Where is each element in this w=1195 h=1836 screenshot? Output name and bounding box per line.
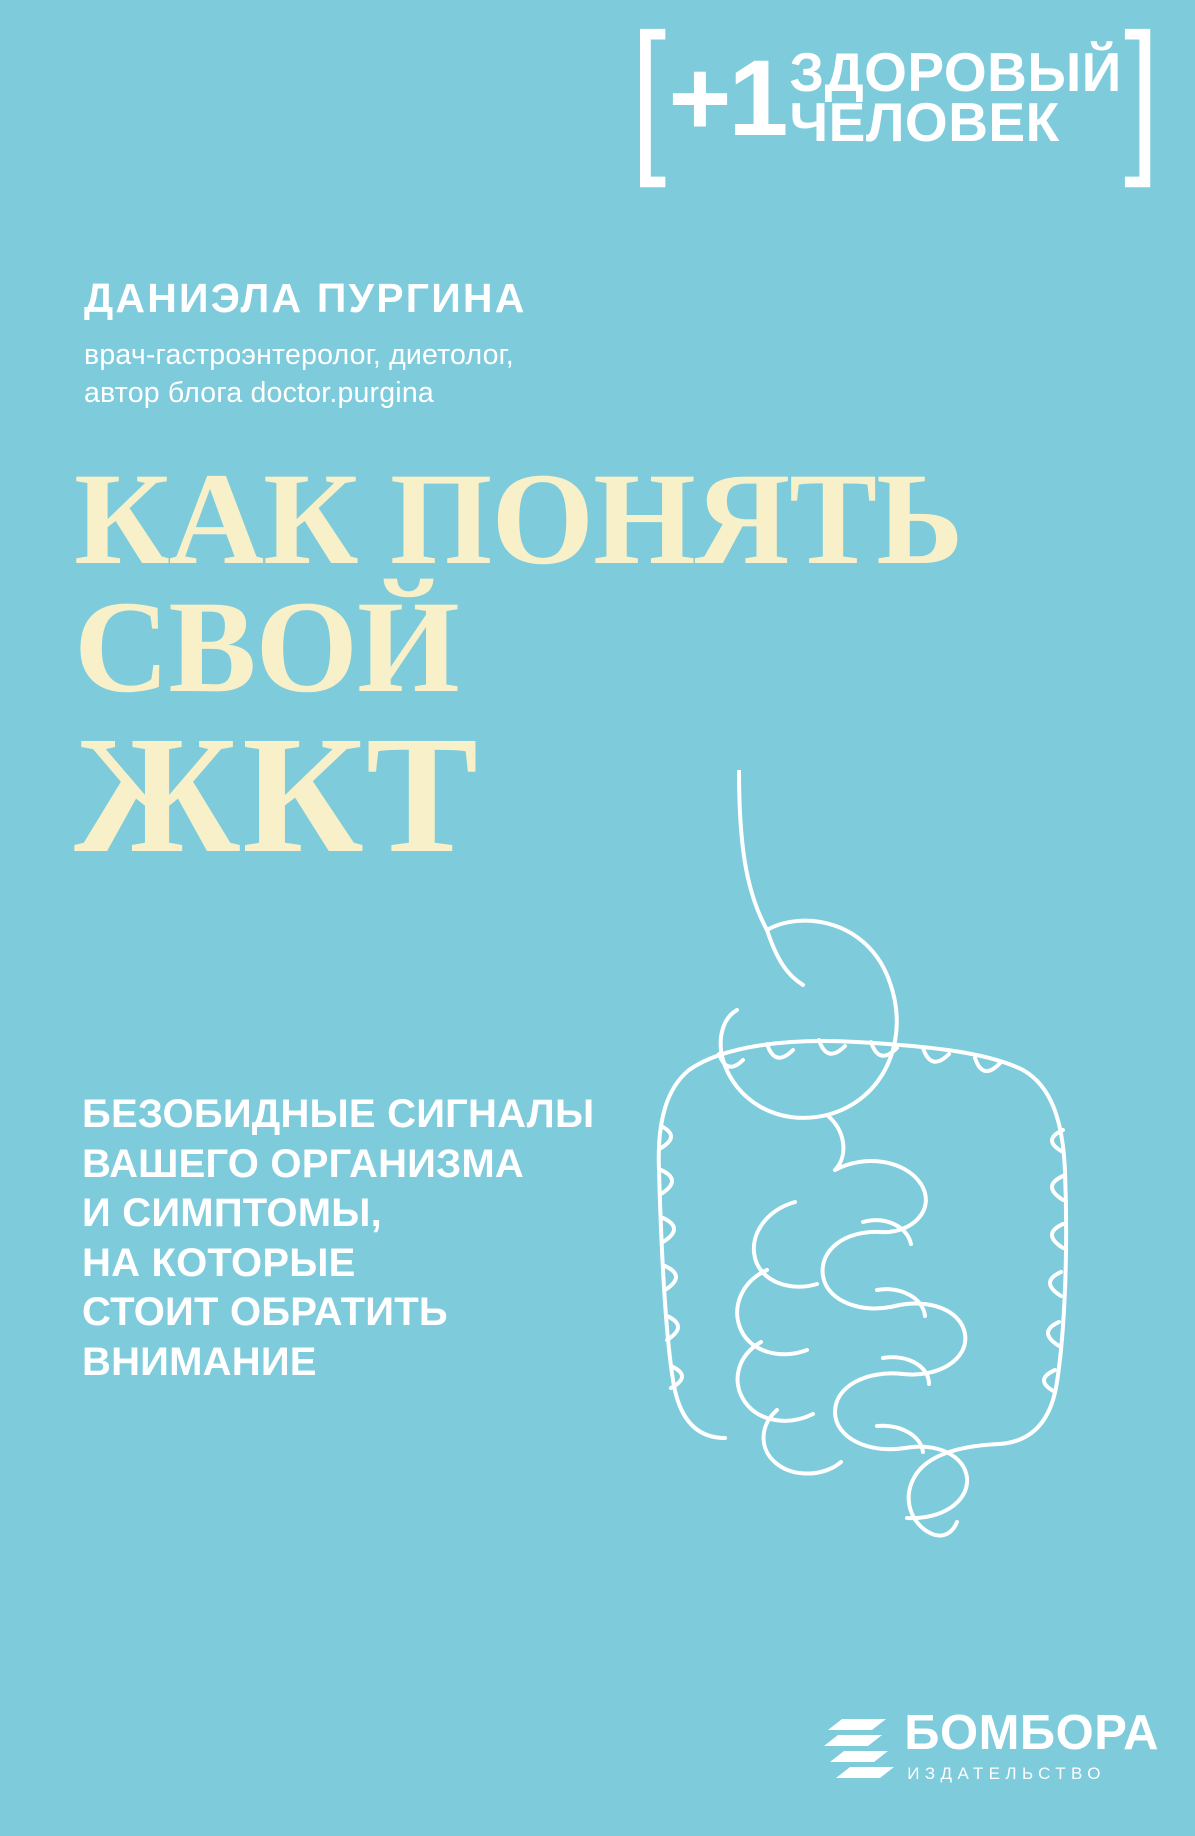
series-title-line-2: ЧЕЛОВЕК <box>789 91 1060 154</box>
series-title-line-1: ЗДОРОВЫЙ <box>789 40 1122 103</box>
book-subtitle-line-1: БЕЗОБИДНЫЕ СИГНАЛЫ <box>82 1092 595 1136</box>
book-subtitle <box>82 1090 594 1388</box>
series-badge <box>625 0 1165 189</box>
book-subtitle-line-2: ВАШЕГО ОРГАНИЗМА <box>82 1141 524 1186</box>
book-title-line-3: ЖКТ <box>74 702 480 889</box>
digestive-system-illustration <box>627 770 1167 1600</box>
publisher-text <box>904 1706 1159 1784</box>
series-title <box>789 40 1122 154</box>
bracket-right-icon: ] <box>1123 0 1160 189</box>
author-block <box>84 275 527 412</box>
book-subtitle-line-6: ВНИМАНИЕ <box>82 1339 317 1384</box>
author-name: ДАНИЭЛА ПУРГИНА <box>84 275 527 321</box>
publisher-subtitle: ИЗДАТЕЛЬСТВО <box>907 1764 1106 1783</box>
book-title-line-2: СВОЙ <box>74 573 459 721</box>
book-subtitle-line-5: СТОИТ ОБРАТИТЬ <box>82 1290 448 1335</box>
book-subtitle-line-4: НА КОТОРЫЕ <box>82 1240 356 1285</box>
bracket-left-icon: [ <box>631 0 667 189</box>
book-subtitle-line-3: И СИМПТОМЫ, <box>82 1191 382 1236</box>
book-title-line-1: КАК ПОНЯТЬ <box>74 445 963 592</box>
author-role <box>84 337 527 412</box>
author-role-line-1: врач-гастроэнтеролог, диетолог, <box>84 339 514 371</box>
bombora-mark-icon <box>824 1715 894 1779</box>
book-title <box>74 445 963 889</box>
series-plus-one: +1 <box>668 37 786 159</box>
publisher-logo <box>824 1706 1159 1784</box>
author-role-line-2: автор блога doctor.purgina <box>84 376 434 409</box>
publisher-name: БОМБОРА <box>904 1706 1159 1760</box>
